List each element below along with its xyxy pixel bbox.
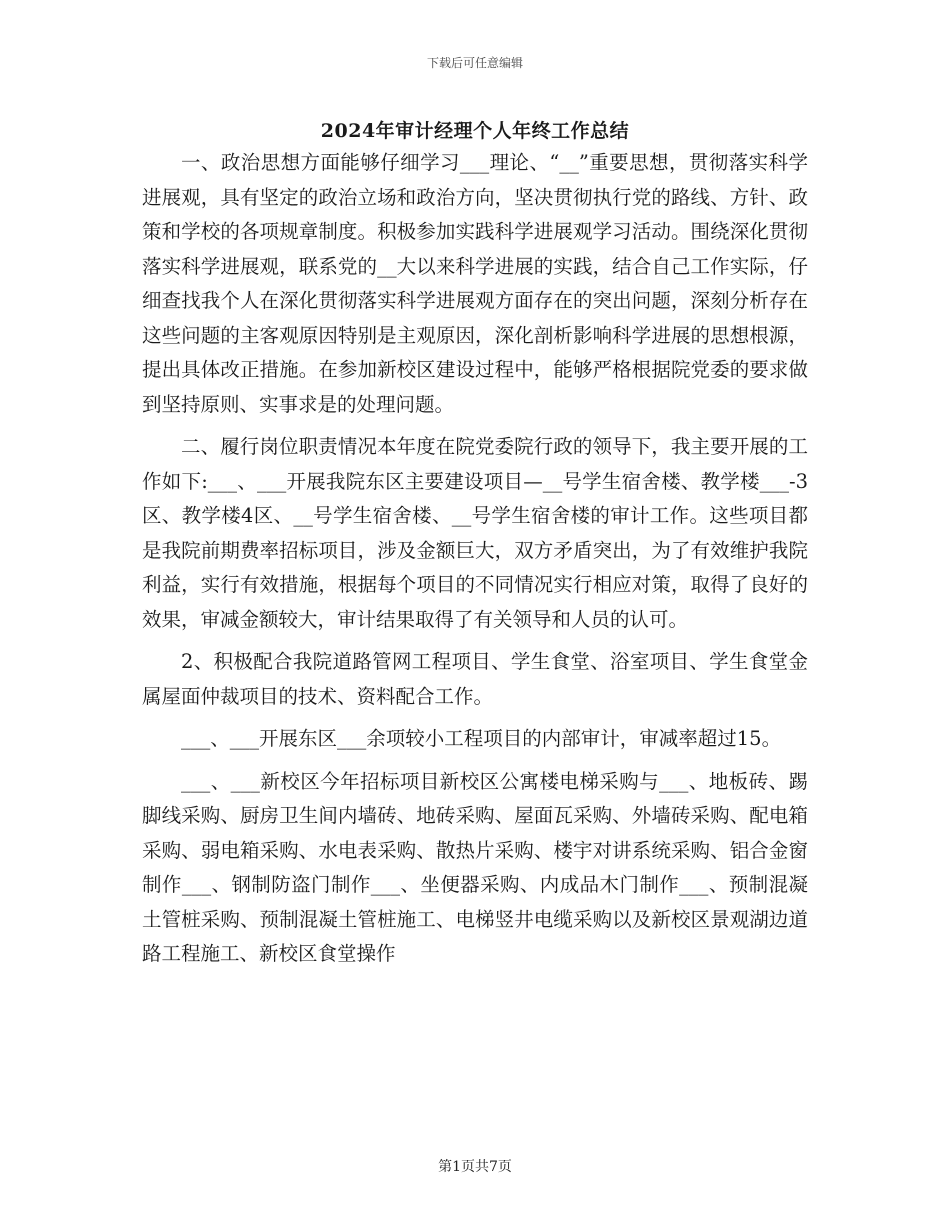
document-body <box>142 146 808 980</box>
paragraph-internal-audit: ___、___开展东区___余项较小工程项目的内部审计，审减率超过15。 <box>181 727 782 750</box>
document-title: 2024年审计经理个人年终工作总结 <box>320 120 630 142</box>
paragraph-tender-projects: ___、___新校区今年招标项目新校区公寓楼电梯采购与___、地板砖、踢脚线采购、厨房卫生间内墙砖、地砖采购、屋面瓦采购、外墙砖采购、配电箱采购、弱电箱采购、水电表采购、散热片采购、楼宇对讲系统采购、铝合金窗制作___、钢制防盗门制作___、坐便器采购、内成品木门制作___、预制混凝土管桩采购、预制混凝土管桩施工、电梯竖井电缆采购以及新校区景观湖边道路工程施工、新校区食堂操作 <box>142 769 808 965</box>
paragraph-job-duties: 二、履行岗位职责情况本年度在院党委院行政的领导下，我主要开展的工作如下:___、___开展我院东区主要建设项目—__号学生宿舍楼、教学楼___-3区、教学楼4区、__号学生宿舍楼、__号学生宿舍楼的审计工作。这些项目都是我院前期费率招标项目，涉及金额巨大，双方矛盾突出，为了有效维护我院利益，实行有效措施，根据每个项目的不同情况实行相应对策，取得了良好的效果，审减金额较大，审计结果取得了有关领导和人员的认可。 <box>142 435 808 631</box>
paragraph-political-thought: 一、政治思想方面能够仔细学习___理论、“__”重要思想，贯彻落实科学进展观，具有坚定的政治立场和政治方向，坚决贯彻执行党的路线、方针、政策和学校的各项规章制度。积极参加实践科学进展观学习活动。围绕深化贯彻落实科学进展观，联系党的__大以来科学进展的实践，结合自己工作实际，仔细查找我个人在深化贯彻落实科学进展观方面存在的突出问题，深刻分析存在这些问题的主客观原因特别是主观原因，深化剖析影响科学进展的思想根源，提出具体改正措施。在参加新校区建设过程中，能够严格根据院党委的要求做到坚持原则、实事求是的处理问题。 <box>142 151 808 416</box>
page-number: 第1页共7页 <box>438 1159 512 1175</box>
paragraph-coordination: 2、积极配合我院道路管网工程项目、学生食堂、浴室项目、学生食堂金属屋面仲裁项目的技术、资料配合工作。 <box>142 650 808 708</box>
header-note: 下载后可任意编辑 <box>426 56 523 70</box>
